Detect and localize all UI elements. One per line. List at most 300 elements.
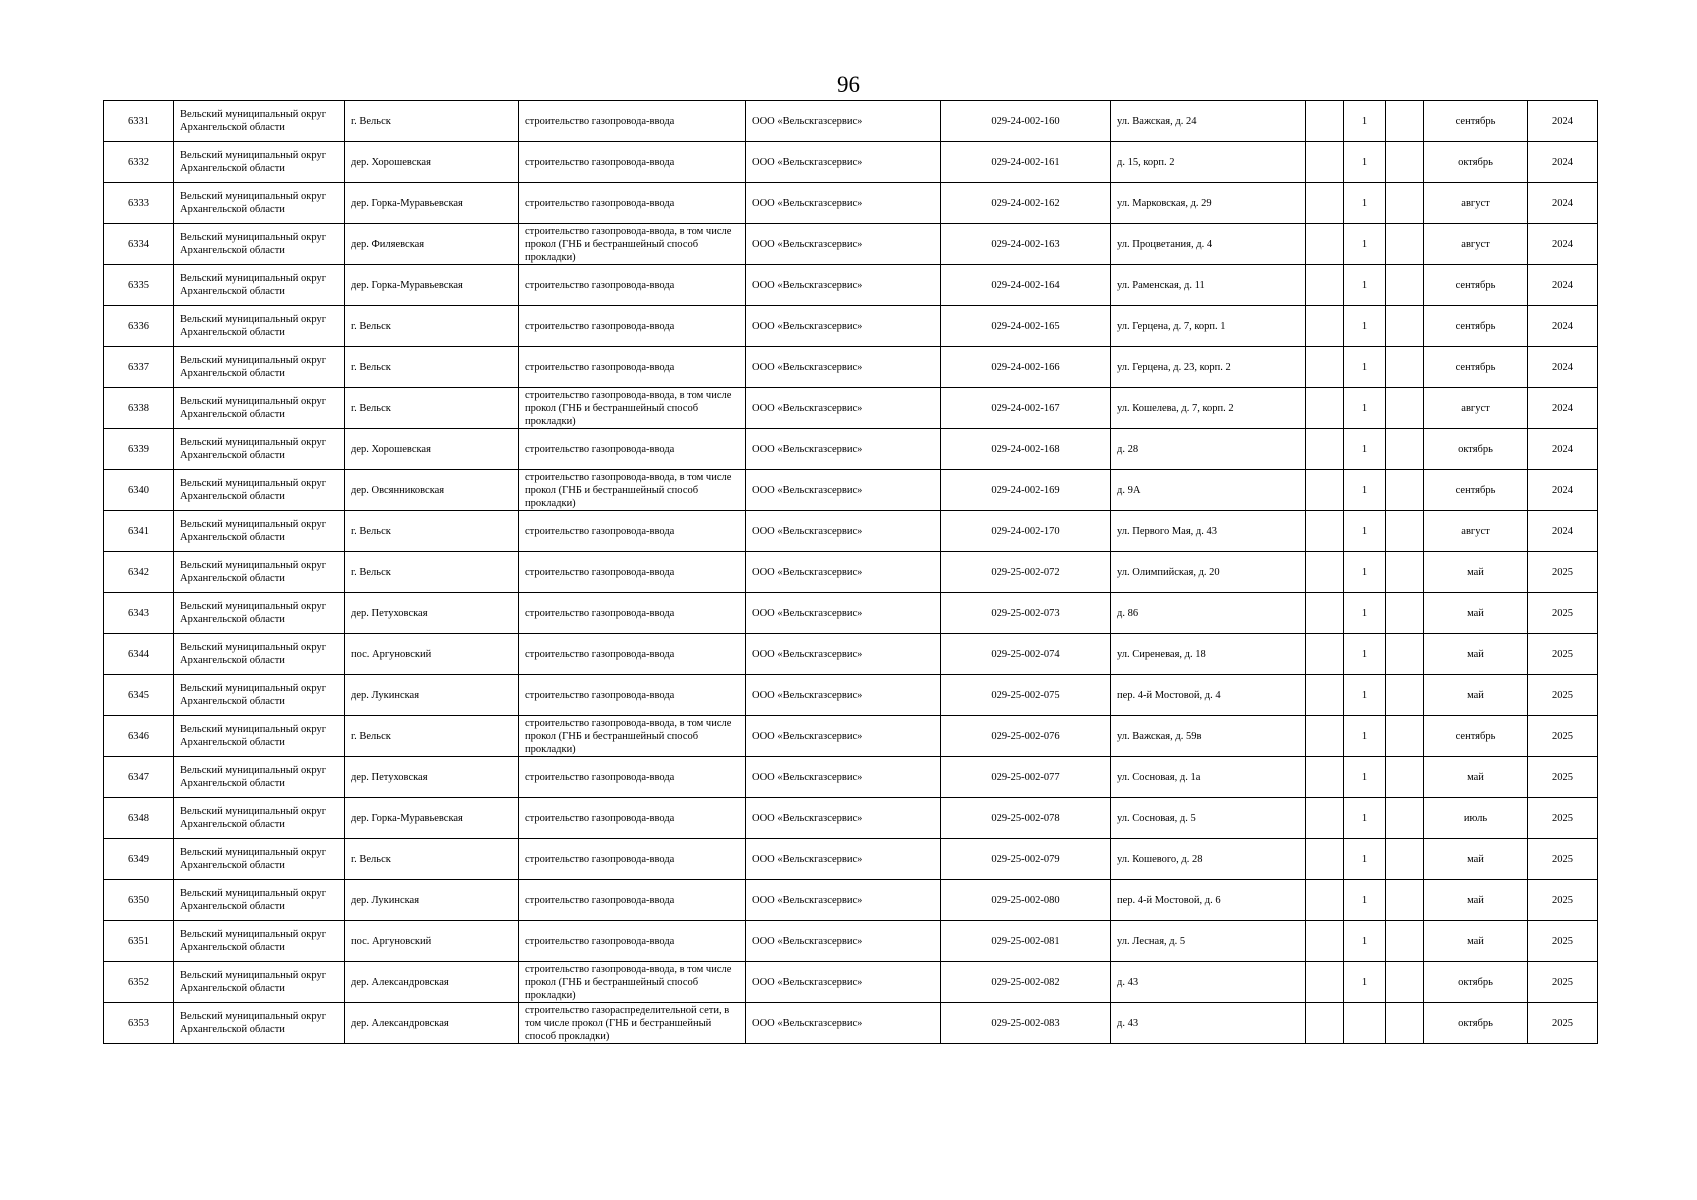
object-code-cell: 029-25-002-074 <box>941 634 1111 675</box>
object-code-cell: 029-24-002-161 <box>941 142 1111 183</box>
organization-cell: ООО «Вельскгазсервис» <box>746 429 941 470</box>
address-cell: ул. Сосновая, д. 5 <box>1111 798 1306 839</box>
year-cell: 2024 <box>1528 347 1598 388</box>
address-cell: д. 28 <box>1111 429 1306 470</box>
address-cell: д. 15, корп. 2 <box>1111 142 1306 183</box>
table-row <box>104 101 1598 142</box>
organization-cell: ООО «Вельскгазсервис» <box>746 142 941 183</box>
locality-cell: г. Вельск <box>345 306 519 347</box>
count-cell: 1 <box>1344 429 1386 470</box>
district-cell: Вельский муниципальный округ Архангельской области <box>174 347 345 388</box>
district-cell: Вельский муниципальный округ Архангельской области <box>174 552 345 593</box>
object-code-cell: 029-25-002-082 <box>941 962 1111 1003</box>
district-cell: Вельский муниципальный округ Архангельской области <box>174 921 345 962</box>
table-row <box>104 675 1598 716</box>
table-row <box>104 634 1598 675</box>
year-cell: 2025 <box>1528 839 1598 880</box>
district-cell: Вельский муниципальный округ Архангельской области <box>174 634 345 675</box>
month-cell: май <box>1424 880 1528 921</box>
month-cell: август <box>1424 388 1528 429</box>
empty-cell <box>1386 511 1424 552</box>
table-row <box>104 142 1598 183</box>
locality-cell: дер. Филяевская <box>345 224 519 265</box>
work-type-cell: строительство газопровода-ввода, в том числе прокол (ГНБ и бестраншейный способ прокладки) <box>519 388 746 429</box>
count-cell: 1 <box>1344 962 1386 1003</box>
locality-cell: дер. Лукинская <box>345 880 519 921</box>
count-cell: 1 <box>1344 388 1386 429</box>
work-type-cell: строительство газопровода-ввода, в том числе прокол (ГНБ и бестраншейный способ прокладки) <box>519 962 746 1003</box>
year-cell: 2025 <box>1528 675 1598 716</box>
table-row <box>104 962 1598 1003</box>
year-cell: 2025 <box>1528 716 1598 757</box>
empty-cell <box>1306 880 1344 921</box>
year-cell: 2025 <box>1528 1003 1598 1044</box>
address-cell: ул. Герцена, д. 7, корп. 1 <box>1111 306 1306 347</box>
locality-cell: г. Вельск <box>345 347 519 388</box>
row-number-cell: 6343 <box>104 593 174 634</box>
table-row <box>104 593 1598 634</box>
locality-cell: дер. Александровская <box>345 962 519 1003</box>
empty-cell <box>1306 224 1344 265</box>
registry-table <box>103 100 1598 1044</box>
empty-cell <box>1386 880 1424 921</box>
work-type-cell: строительство газопровода-ввода <box>519 552 746 593</box>
address-cell: ул. Важская, д. 24 <box>1111 101 1306 142</box>
count-cell: 1 <box>1344 142 1386 183</box>
district-cell: Вельский муниципальный округ Архангельской области <box>174 593 345 634</box>
organization-cell: ООО «Вельскгазсервис» <box>746 470 941 511</box>
locality-cell: дер. Хорошевская <box>345 429 519 470</box>
locality-cell: дер. Хорошевская <box>345 142 519 183</box>
row-number-cell: 6337 <box>104 347 174 388</box>
district-cell: Вельский муниципальный округ Архангельской области <box>174 470 345 511</box>
address-cell: ул. Кошелева, д. 7, корп. 2 <box>1111 388 1306 429</box>
organization-cell: ООО «Вельскгазсервис» <box>746 962 941 1003</box>
empty-cell <box>1306 306 1344 347</box>
object-code-cell: 029-24-002-169 <box>941 470 1111 511</box>
table-row <box>104 552 1598 593</box>
object-code-cell: 029-24-002-170 <box>941 511 1111 552</box>
count-cell: 1 <box>1344 265 1386 306</box>
empty-cell <box>1386 101 1424 142</box>
month-cell: май <box>1424 552 1528 593</box>
table-row <box>104 798 1598 839</box>
empty-cell <box>1386 962 1424 1003</box>
year-cell: 2024 <box>1528 224 1598 265</box>
empty-cell <box>1306 634 1344 675</box>
count-cell: 1 <box>1344 306 1386 347</box>
object-code-cell: 029-24-002-167 <box>941 388 1111 429</box>
object-code-cell: 029-24-002-166 <box>941 347 1111 388</box>
empty-cell <box>1386 347 1424 388</box>
work-type-cell: строительство газопровода-ввода <box>519 634 746 675</box>
month-cell: июль <box>1424 798 1528 839</box>
district-cell: Вельский муниципальный округ Архангельской области <box>174 1003 345 1044</box>
row-number-cell: 6352 <box>104 962 174 1003</box>
year-cell: 2024 <box>1528 388 1598 429</box>
district-cell: Вельский муниципальный округ Архангельской области <box>174 388 345 429</box>
table-row <box>104 470 1598 511</box>
district-cell: Вельский муниципальный округ Архангельской области <box>174 183 345 224</box>
empty-cell <box>1386 470 1424 511</box>
work-type-cell: строительство газопровода-ввода <box>519 593 746 634</box>
work-type-cell: строительство газопровода-ввода <box>519 757 746 798</box>
district-cell: Вельский муниципальный округ Архангельской области <box>174 306 345 347</box>
address-cell: ул. Герцена, д. 23, корп. 2 <box>1111 347 1306 388</box>
address-cell: ул. Раменская, д. 11 <box>1111 265 1306 306</box>
count-cell: 1 <box>1344 347 1386 388</box>
year-cell: 2024 <box>1528 306 1598 347</box>
table-row <box>104 183 1598 224</box>
work-type-cell: строительство газопровода-ввода, в том числе прокол (ГНБ и бестраншейный способ прокладки) <box>519 716 746 757</box>
organization-cell: ООО «Вельскгазсервис» <box>746 880 941 921</box>
empty-cell <box>1306 388 1344 429</box>
address-cell: пер. 4-й Мостовой, д. 6 <box>1111 880 1306 921</box>
locality-cell: дер. Горка-Муравьевская <box>345 183 519 224</box>
address-cell: ул. Лесная, д. 5 <box>1111 921 1306 962</box>
empty-cell <box>1386 1003 1424 1044</box>
empty-cell <box>1306 347 1344 388</box>
year-cell: 2025 <box>1528 921 1598 962</box>
row-number-cell: 6332 <box>104 142 174 183</box>
locality-cell: пос. Аргуновский <box>345 921 519 962</box>
address-cell: пер. 4-й Мостовой, д. 4 <box>1111 675 1306 716</box>
work-type-cell: строительство газопровода-ввода <box>519 306 746 347</box>
empty-cell <box>1386 306 1424 347</box>
empty-cell <box>1306 183 1344 224</box>
month-cell: сентябрь <box>1424 470 1528 511</box>
work-type-cell: строительство газопровода-ввода <box>519 511 746 552</box>
locality-cell: г. Вельск <box>345 388 519 429</box>
month-cell: май <box>1424 757 1528 798</box>
row-number-cell: 6335 <box>104 265 174 306</box>
empty-cell <box>1306 265 1344 306</box>
empty-cell <box>1306 839 1344 880</box>
work-type-cell: строительство газопровода-ввода <box>519 675 746 716</box>
locality-cell: г. Вельск <box>345 101 519 142</box>
month-cell: август <box>1424 224 1528 265</box>
object-code-cell: 029-24-002-163 <box>941 224 1111 265</box>
year-cell: 2024 <box>1528 470 1598 511</box>
row-number-cell: 6334 <box>104 224 174 265</box>
empty-cell <box>1306 142 1344 183</box>
locality-cell: дер. Горка-Муравьевская <box>345 798 519 839</box>
month-cell: май <box>1424 634 1528 675</box>
empty-cell <box>1306 429 1344 470</box>
row-number-cell: 6353 <box>104 1003 174 1044</box>
district-cell: Вельский муниципальный округ Архангельской области <box>174 962 345 1003</box>
district-cell: Вельский муниципальный округ Архангельской области <box>174 716 345 757</box>
count-cell: 1 <box>1344 921 1386 962</box>
object-code-cell: 029-25-002-083 <box>941 1003 1111 1044</box>
empty-cell <box>1306 675 1344 716</box>
row-number-cell: 6350 <box>104 880 174 921</box>
organization-cell: ООО «Вельскгазсервис» <box>746 183 941 224</box>
locality-cell: дер. Лукинская <box>345 675 519 716</box>
locality-cell: дер. Петуховская <box>345 757 519 798</box>
address-cell: ул. Кошевого, д. 28 <box>1111 839 1306 880</box>
organization-cell: ООО «Вельскгазсервис» <box>746 265 941 306</box>
object-code-cell: 029-24-002-160 <box>941 101 1111 142</box>
table-row <box>104 306 1598 347</box>
month-cell: октябрь <box>1424 429 1528 470</box>
district-cell: Вельский муниципальный округ Архангельской области <box>174 429 345 470</box>
registry-body <box>104 101 1598 1044</box>
table-row <box>104 511 1598 552</box>
empty-cell <box>1306 1003 1344 1044</box>
empty-cell <box>1386 675 1424 716</box>
organization-cell: ООО «Вельскгазсервис» <box>746 552 941 593</box>
row-number-cell: 6333 <box>104 183 174 224</box>
empty-cell <box>1386 552 1424 593</box>
work-type-cell: строительство газопровода-ввода <box>519 880 746 921</box>
month-cell: сентябрь <box>1424 306 1528 347</box>
organization-cell: ООО «Вельскгазсервис» <box>746 1003 941 1044</box>
work-type-cell: строительство газопровода-ввода <box>519 347 746 388</box>
work-type-cell: строительство газопровода-ввода <box>519 183 746 224</box>
month-cell: май <box>1424 675 1528 716</box>
work-type-cell: строительство газораспределительной сети, в том числе прокол (ГНБ и бестраншейный способ прокладки) <box>519 1003 746 1044</box>
row-number-cell: 6348 <box>104 798 174 839</box>
year-cell: 2024 <box>1528 142 1598 183</box>
year-cell: 2024 <box>1528 429 1598 470</box>
count-cell: 1 <box>1344 675 1386 716</box>
month-cell: август <box>1424 183 1528 224</box>
organization-cell: ООО «Вельскгазсервис» <box>746 593 941 634</box>
month-cell: сентябрь <box>1424 347 1528 388</box>
month-cell: октябрь <box>1424 1003 1528 1044</box>
empty-cell <box>1306 921 1344 962</box>
row-number-cell: 6351 <box>104 921 174 962</box>
address-cell: д. 43 <box>1111 1003 1306 1044</box>
table-row <box>104 716 1598 757</box>
organization-cell: ООО «Вельскгазсервис» <box>746 675 941 716</box>
address-cell: ул. Первого Мая, д. 43 <box>1111 511 1306 552</box>
count-cell: 1 <box>1344 511 1386 552</box>
work-type-cell: строительство газопровода-ввода <box>519 265 746 306</box>
object-code-cell: 029-25-002-080 <box>941 880 1111 921</box>
object-code-cell: 029-25-002-076 <box>941 716 1111 757</box>
table-row <box>104 265 1598 306</box>
count-cell: 1 <box>1344 552 1386 593</box>
year-cell: 2024 <box>1528 265 1598 306</box>
count-cell: 1 <box>1344 470 1386 511</box>
object-code-cell: 029-24-002-164 <box>941 265 1111 306</box>
year-cell: 2025 <box>1528 880 1598 921</box>
object-code-cell: 029-25-002-073 <box>941 593 1111 634</box>
address-cell: ул. Важская, д. 59в <box>1111 716 1306 757</box>
organization-cell: ООО «Вельскгазсервис» <box>746 511 941 552</box>
count-cell: 1 <box>1344 798 1386 839</box>
address-cell: ул. Сиреневая, д. 18 <box>1111 634 1306 675</box>
district-cell: Вельский муниципальный округ Архангельской области <box>174 675 345 716</box>
object-code-cell: 029-25-002-072 <box>941 552 1111 593</box>
row-number-cell: 6341 <box>104 511 174 552</box>
object-code-cell: 029-25-002-077 <box>941 757 1111 798</box>
year-cell: 2024 <box>1528 101 1598 142</box>
organization-cell: ООО «Вельскгазсервис» <box>746 839 941 880</box>
year-cell: 2024 <box>1528 511 1598 552</box>
work-type-cell: строительство газопровода-ввода <box>519 921 746 962</box>
work-type-cell: строительство газопровода-ввода, в том числе прокол (ГНБ и бестраншейный способ прокладки) <box>519 470 746 511</box>
object-code-cell: 029-24-002-168 <box>941 429 1111 470</box>
locality-cell: пос. Аргуновский <box>345 634 519 675</box>
empty-cell <box>1386 142 1424 183</box>
organization-cell: ООО «Вельскгазсервис» <box>746 306 941 347</box>
organization-cell: ООО «Вельскгазсервис» <box>746 388 941 429</box>
locality-cell: дер. Овсянниковская <box>345 470 519 511</box>
row-number-cell: 6338 <box>104 388 174 429</box>
count-cell: 1 <box>1344 224 1386 265</box>
count-cell: 1 <box>1344 593 1386 634</box>
locality-cell: г. Вельск <box>345 716 519 757</box>
district-cell: Вельский муниципальный округ Архангельской области <box>174 224 345 265</box>
count-cell: 1 <box>1344 839 1386 880</box>
month-cell: октябрь <box>1424 142 1528 183</box>
empty-cell <box>1386 224 1424 265</box>
table-row <box>104 921 1598 962</box>
object-code-cell: 029-24-002-162 <box>941 183 1111 224</box>
year-cell: 2025 <box>1528 798 1598 839</box>
locality-cell: г. Вельск <box>345 839 519 880</box>
count-cell: 1 <box>1344 880 1386 921</box>
month-cell: октябрь <box>1424 962 1528 1003</box>
year-cell: 2025 <box>1528 552 1598 593</box>
row-number-cell: 6349 <box>104 839 174 880</box>
object-code-cell: 029-24-002-165 <box>941 306 1111 347</box>
locality-cell: г. Вельск <box>345 511 519 552</box>
month-cell: май <box>1424 593 1528 634</box>
organization-cell: ООО «Вельскгазсервис» <box>746 921 941 962</box>
empty-cell <box>1306 470 1344 511</box>
table-row <box>104 429 1598 470</box>
work-type-cell: строительство газопровода-ввода <box>519 101 746 142</box>
district-cell: Вельский муниципальный округ Архангельской области <box>174 511 345 552</box>
empty-cell <box>1386 839 1424 880</box>
table-row <box>104 224 1598 265</box>
month-cell: сентябрь <box>1424 265 1528 306</box>
row-number-cell: 6346 <box>104 716 174 757</box>
empty-cell <box>1306 552 1344 593</box>
district-cell: Вельский муниципальный округ Архангельской области <box>174 757 345 798</box>
work-type-cell: строительство газопровода-ввода <box>519 839 746 880</box>
table-row <box>104 347 1598 388</box>
table-row <box>104 757 1598 798</box>
empty-cell <box>1306 798 1344 839</box>
object-code-cell: 029-25-002-079 <box>941 839 1111 880</box>
empty-cell <box>1386 716 1424 757</box>
address-cell: д. 9А <box>1111 470 1306 511</box>
month-cell: май <box>1424 839 1528 880</box>
object-code-cell: 029-25-002-075 <box>941 675 1111 716</box>
empty-cell <box>1306 511 1344 552</box>
row-number-cell: 6336 <box>104 306 174 347</box>
count-cell <box>1344 1003 1386 1044</box>
year-cell: 2025 <box>1528 593 1598 634</box>
empty-cell <box>1306 757 1344 798</box>
district-cell: Вельский муниципальный округ Архангельской области <box>174 798 345 839</box>
row-number-cell: 6340 <box>104 470 174 511</box>
locality-cell: дер. Петуховская <box>345 593 519 634</box>
address-cell: ул. Олимпийская, д. 20 <box>1111 552 1306 593</box>
organization-cell: ООО «Вельскгазсервис» <box>746 634 941 675</box>
empty-cell <box>1386 593 1424 634</box>
work-type-cell: строительство газопровода-ввода, в том числе прокол (ГНБ и бестраншейный способ прокладки) <box>519 224 746 265</box>
organization-cell: ООО «Вельскгазсервис» <box>746 798 941 839</box>
row-number-cell: 6331 <box>104 101 174 142</box>
page-number: 96 <box>837 72 860 97</box>
month-cell: сентябрь <box>1424 716 1528 757</box>
row-number-cell: 6347 <box>104 757 174 798</box>
empty-cell <box>1306 716 1344 757</box>
row-number-cell: 6342 <box>104 552 174 593</box>
count-cell: 1 <box>1344 183 1386 224</box>
locality-cell: дер. Горка-Муравьевская <box>345 265 519 306</box>
count-cell: 1 <box>1344 716 1386 757</box>
work-type-cell: строительство газопровода-ввода <box>519 798 746 839</box>
row-number-cell: 6345 <box>104 675 174 716</box>
object-code-cell: 029-25-002-081 <box>941 921 1111 962</box>
table-row <box>104 839 1598 880</box>
month-cell: май <box>1424 921 1528 962</box>
empty-cell <box>1386 388 1424 429</box>
empty-cell <box>1306 593 1344 634</box>
organization-cell: ООО «Вельскгазсервис» <box>746 347 941 388</box>
organization-cell: ООО «Вельскгазсервис» <box>746 224 941 265</box>
month-cell: сентябрь <box>1424 101 1528 142</box>
table-row <box>104 880 1598 921</box>
object-code-cell: 029-25-002-078 <box>941 798 1111 839</box>
table-row <box>104 1003 1598 1044</box>
year-cell: 2025 <box>1528 757 1598 798</box>
organization-cell: ООО «Вельскгазсервис» <box>746 757 941 798</box>
address-cell: ул. Процветания, д. 4 <box>1111 224 1306 265</box>
work-type-cell: строительство газопровода-ввода <box>519 429 746 470</box>
year-cell: 2024 <box>1528 183 1598 224</box>
empty-cell <box>1386 921 1424 962</box>
organization-cell: ООО «Вельскгазсервис» <box>746 716 941 757</box>
address-cell: д. 43 <box>1111 962 1306 1003</box>
district-cell: Вельский муниципальный округ Архангельской области <box>174 265 345 306</box>
locality-cell: дер. Александровская <box>345 1003 519 1044</box>
address-cell: ул. Марковская, д. 29 <box>1111 183 1306 224</box>
empty-cell <box>1386 265 1424 306</box>
organization-cell: ООО «Вельскгазсервис» <box>746 101 941 142</box>
work-type-cell: строительство газопровода-ввода <box>519 142 746 183</box>
row-number-cell: 6339 <box>104 429 174 470</box>
district-cell: Вельский муниципальный округ Архангельской области <box>174 839 345 880</box>
year-cell: 2025 <box>1528 634 1598 675</box>
district-cell: Вельский муниципальный округ Архангельской области <box>174 142 345 183</box>
count-cell: 1 <box>1344 757 1386 798</box>
count-cell: 1 <box>1344 101 1386 142</box>
empty-cell <box>1306 962 1344 1003</box>
district-cell: Вельский муниципальный округ Архангельской области <box>174 880 345 921</box>
month-cell: август <box>1424 511 1528 552</box>
empty-cell <box>1306 101 1344 142</box>
empty-cell <box>1386 634 1424 675</box>
empty-cell <box>1386 757 1424 798</box>
address-cell: д. 86 <box>1111 593 1306 634</box>
address-cell: ул. Сосновая, д. 1а <box>1111 757 1306 798</box>
district-cell: Вельский муниципальный округ Архангельской области <box>174 101 345 142</box>
row-number-cell: 6344 <box>104 634 174 675</box>
empty-cell <box>1386 798 1424 839</box>
locality-cell: г. Вельск <box>345 552 519 593</box>
table-row <box>104 388 1598 429</box>
empty-cell <box>1386 429 1424 470</box>
year-cell: 2025 <box>1528 962 1598 1003</box>
